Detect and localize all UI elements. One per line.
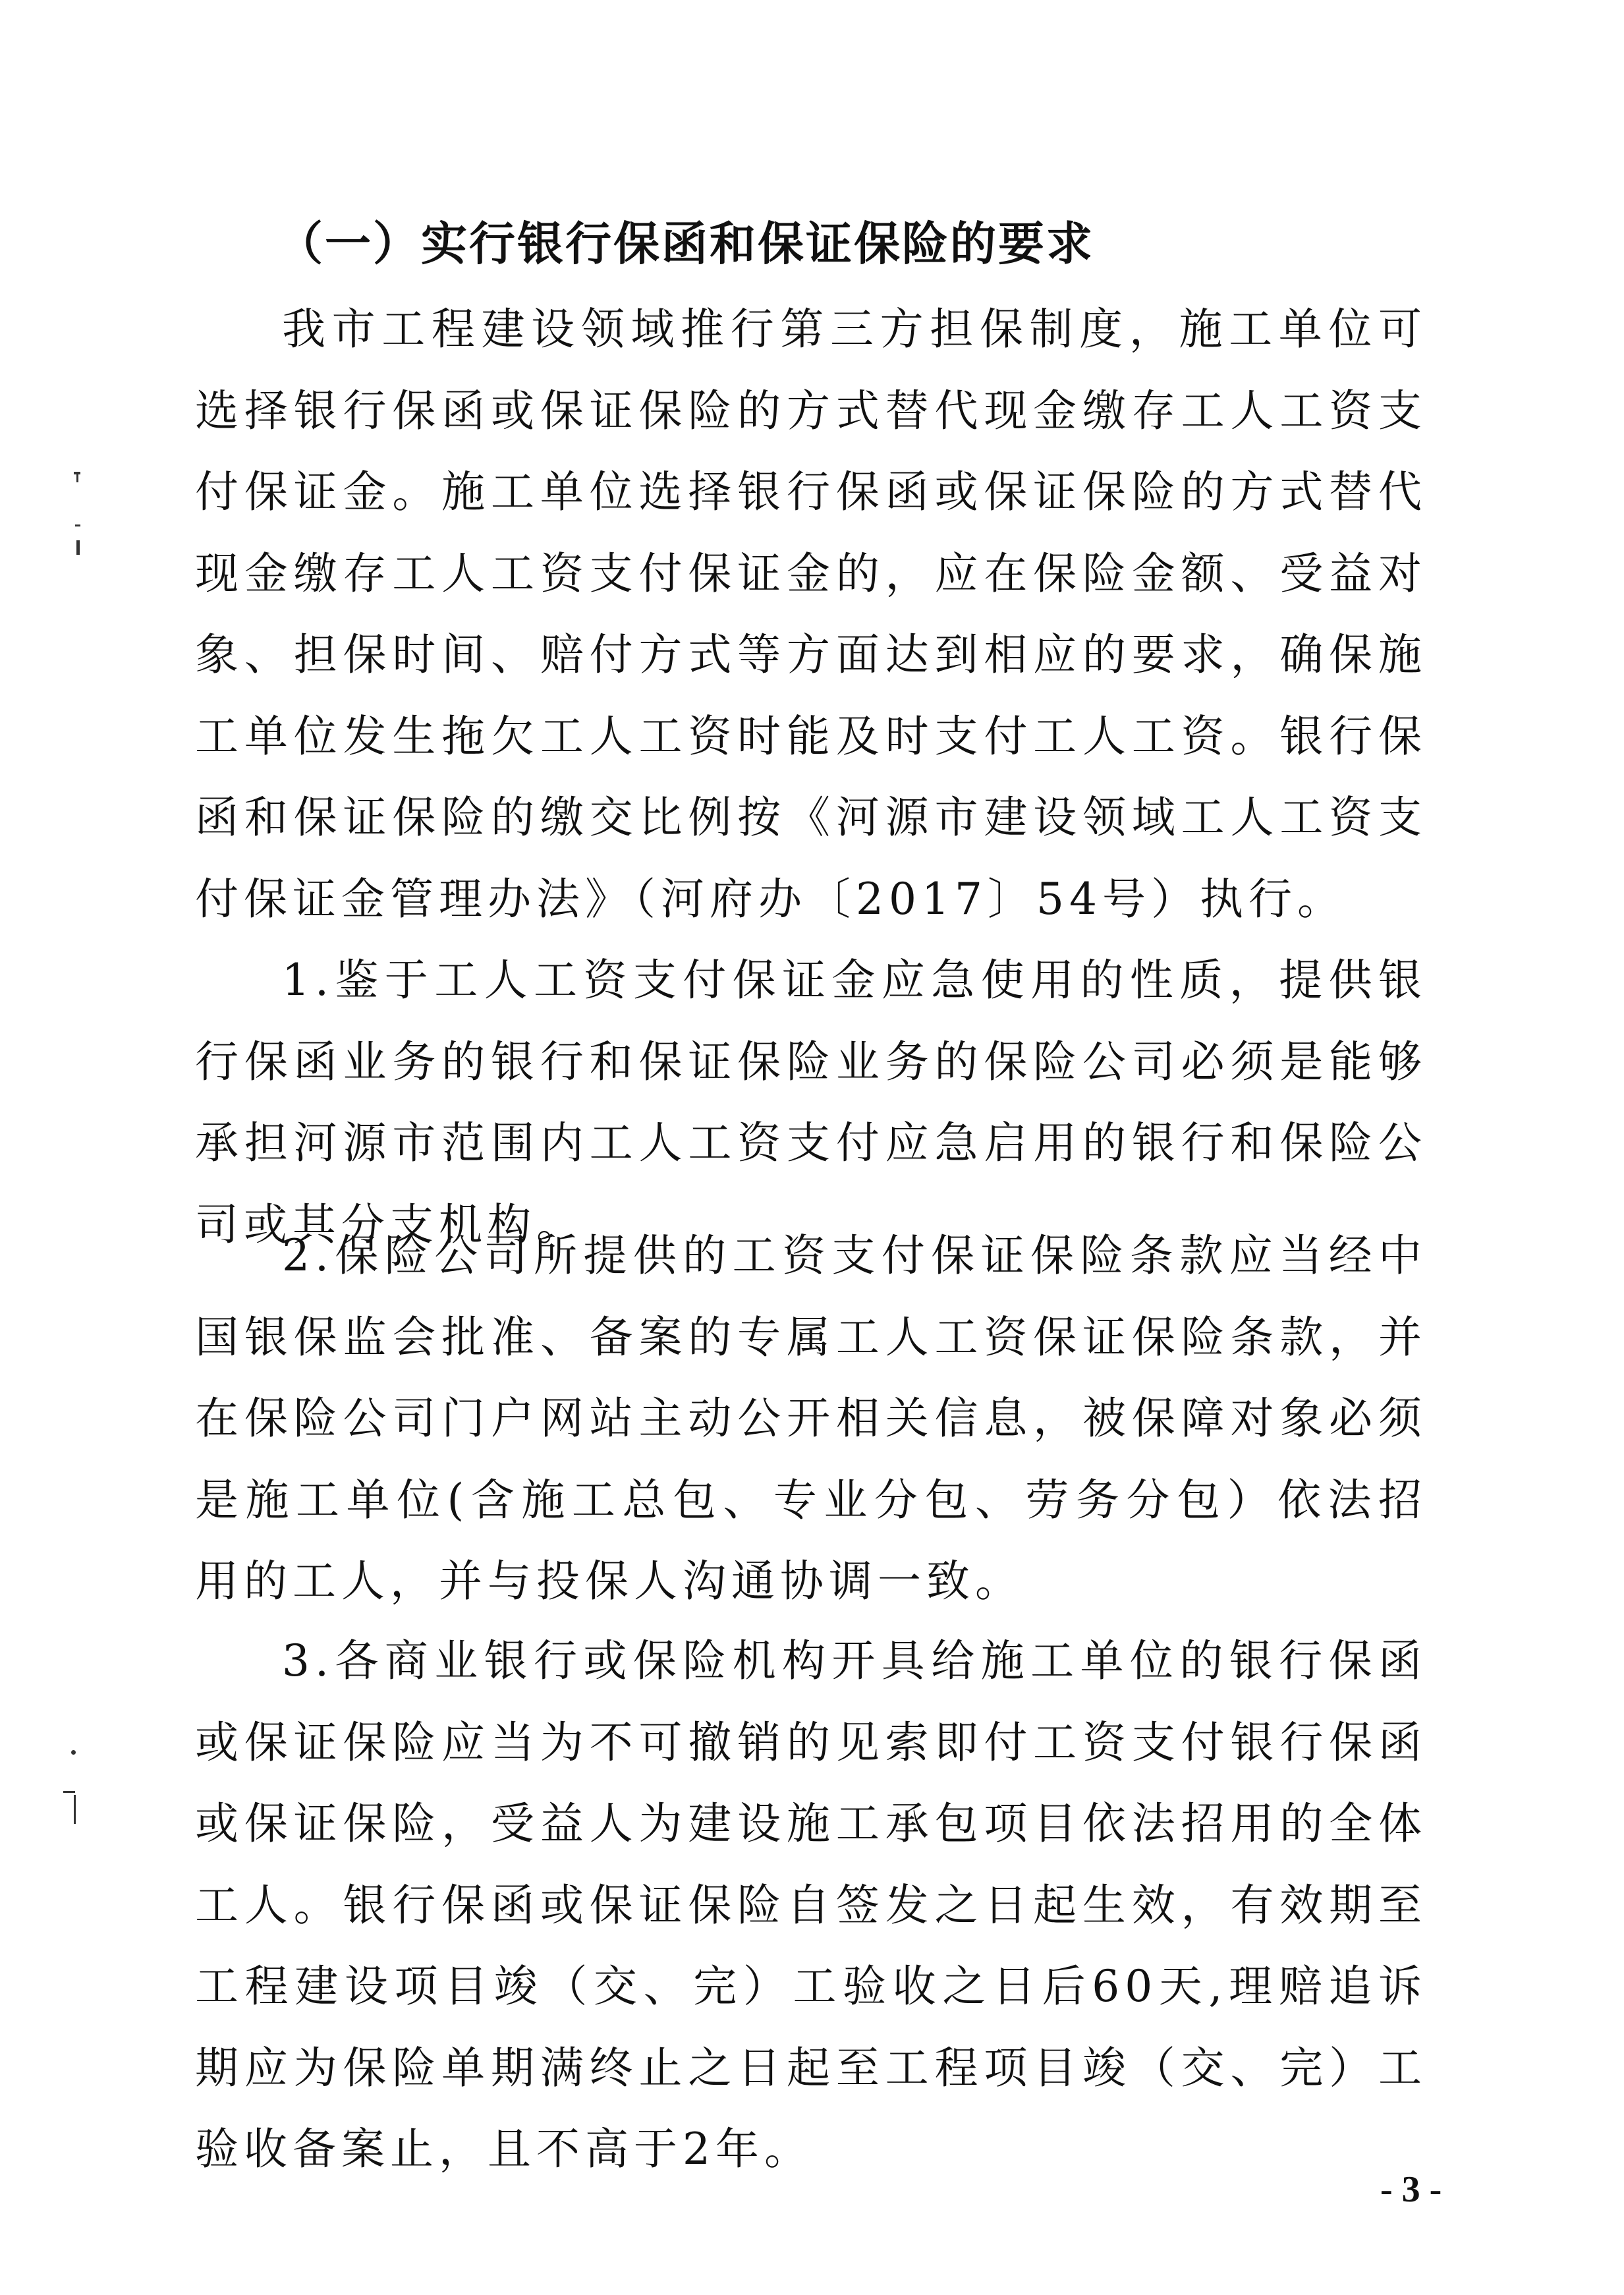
scan-artifact-mark bbox=[74, 1795, 76, 1824]
scan-artifact-mark bbox=[75, 524, 80, 526]
scan-artifact-mark bbox=[71, 1750, 76, 1755]
page-number: - 3 - bbox=[1380, 2169, 1442, 2210]
paragraph-item-1: 1.鉴于工人工资支付保证金应急使用的性质，提供银行保函业务的银行和保证保险业务的保险公司必须是能够承担河源市范围内工人工资支付应急启用的银行和保险公司或其分支机构。 bbox=[195, 955, 1427, 1250]
paragraph-intro: 我市工程建设领域推行第三方担保制度，施工单位可选择银行保函或保证保险的方式替代现金缴存工人工资支付保证金。施工单位选择银行保函或保证保险的方式替代现金缴存工人工资支付保证金的，应在保险金额、受益对象、担保时间、赔付方式等方面达到相应的要求，确保施工单位发生拖欠工人工资时能及时支付工人工资。银行保函和保证保险的缴交比例按《河源市建设领域工人工资支付保证金管理办法》（河府办〔2017〕54号）执行。 bbox=[195, 304, 1427, 924]
paragraph-item-3: 3.各商业银行或保险机构开具给施工单位的银行保函或保证保险应当为不可撤销的见索即付工资支付银行保函或保证保险，受益人为建设施工承包项目依法招用的全体工人。银行保函或保证保险自签发之日起生效，有效期至工程建设项目竣（交、完）工验收之日后60天,理赔追诉期应为保险单期满终止之日起至工程项目竣（交、完）工验收备案止，且不高于2年。 bbox=[195, 1635, 1427, 2174]
scan-artifact-mark bbox=[76, 540, 80, 555]
paragraph-item-2: 2.保险公司所提供的工资支付保证保险条款应当经中国银保监会批准、备案的专属工人工资保证保险条款，并在保险公司门户网站主动公开相关信息，被保障对象必须是施工单位(含施工总包、专业分包、劳务分包）依法招用的工人，并与投保人沟通协调一致。 bbox=[195, 1230, 1427, 1606]
section-heading: （一）实行银行保函和保证保险的要求 bbox=[277, 217, 1094, 271]
scan-artifact-mark bbox=[76, 474, 78, 482]
scan-artifact-mark bbox=[63, 1791, 75, 1793]
